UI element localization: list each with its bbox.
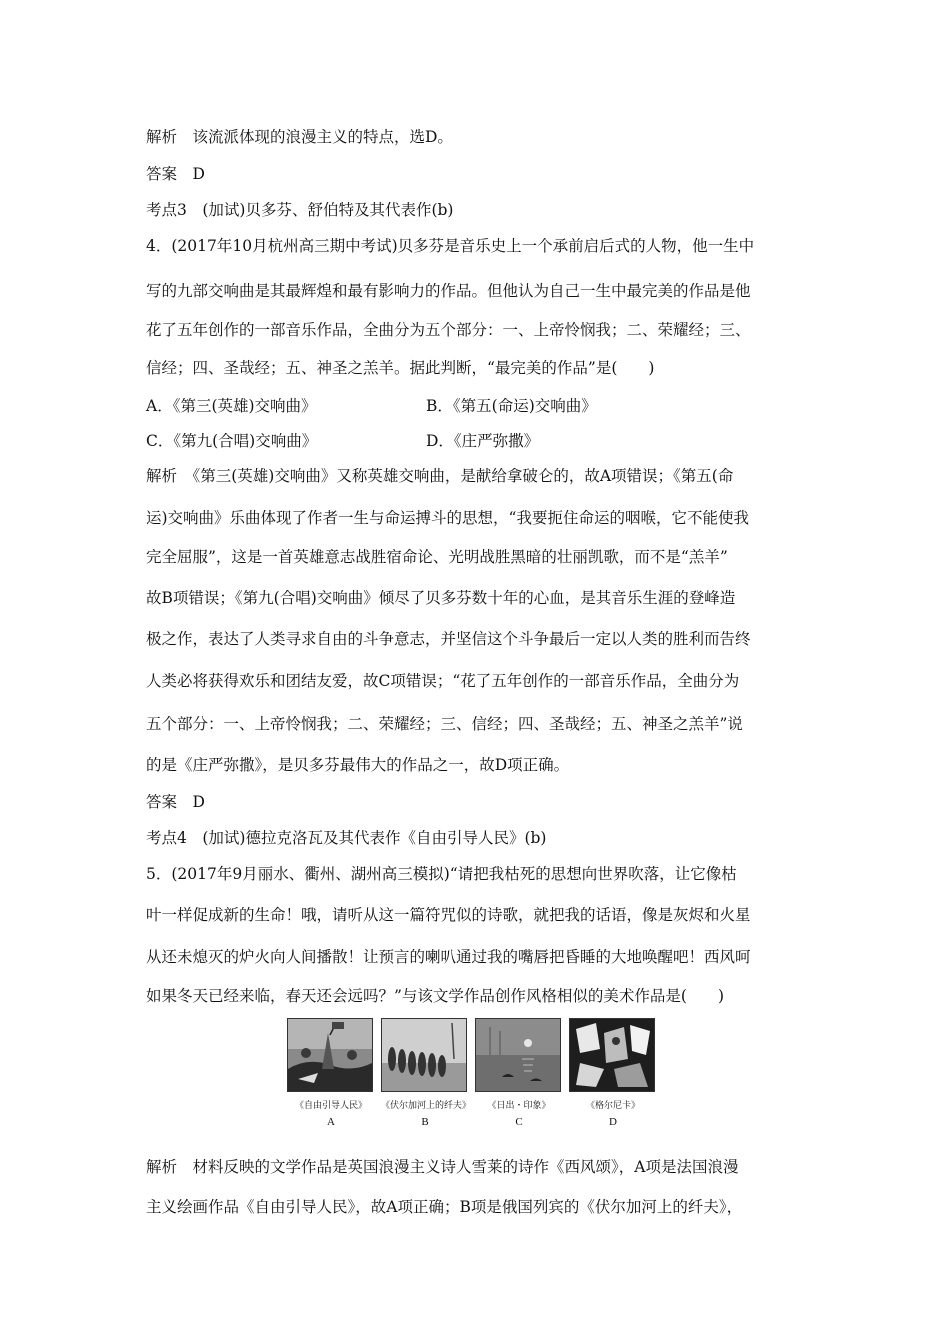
analysis-line: 主义绘画作品《自由引导人民》，故A项正确；B项是俄国列宾的《伏尔加河上的纤夫》， <box>146 1198 743 1216</box>
painting-figures <box>287 1018 667 1133</box>
figure-label: A <box>327 1116 335 1128</box>
analysis-line: 运)交响曲》乐曲体现了作者一生与命运搏斗的思想，“我要扼住命运的咽喉，它不能使我 <box>146 509 749 527</box>
analysis-line: 解析 《第三(英雄)交响曲》又称英雄交响曲，是献给拿破仑的，故A项错误；《第五(命 <box>146 467 734 485</box>
analysis-line: 解析 材料反映的文学作品是英国浪漫主义诗人雪莱的诗作《西风颂》，A项是法国浪漫 <box>146 1158 739 1176</box>
analysis-line: 故B项错误；《第九(合唱)交响曲》倾尽了贝多芬数十年的心血，是其音乐生涯的登峰造 <box>146 589 736 607</box>
question-line: 信经；四、圣哉经；五、神圣之羔羊。据此判断，“最完美的作品”是( ) <box>146 359 655 377</box>
figure-b <box>381 1018 472 1128</box>
analysis-line: 极之作，表达了人类寻求自由的斗争意志，并坚信这个斗争最后一定以人类的胜利而告终 <box>146 630 751 648</box>
figure-label: B <box>421 1116 429 1128</box>
option-b: B．《第五(命运)交响曲》 <box>426 397 597 415</box>
question-line: 从还未熄灭的炉火向人间播散！让预言的喇叭通过我的嘴唇把昏睡的大地唤醒吧！西风呵 <box>146 948 751 966</box>
question-line: 5．(2017年9月丽水、衢州、湖州高三模拟)“请把我枯死的思想向世界吹落，让它像枯 <box>146 865 737 883</box>
figure-caption: 《伏尔加河上的纤夫》 <box>381 1101 472 1111</box>
figure-label: C <box>515 1116 523 1128</box>
analysis-line: 的是《庄严弥撒》，是贝多芬最伟大的作品之一，故D项正确。 <box>146 756 570 774</box>
option-a: A．《第三(英雄)交响曲》 <box>146 397 317 415</box>
question-line: 叶一样促成新的生命！哦，请听从这一篇符咒似的诗歌，就把我的话语，像是灰烬和火星 <box>146 906 751 924</box>
painting-impression-sunrise-icon <box>475 1018 561 1092</box>
answer-line: 答案 D <box>146 165 205 183</box>
figure-d <box>569 1018 657 1128</box>
option-c: C．《第九(合唱)交响曲》 <box>146 432 318 450</box>
painting-guernica-icon <box>569 1018 655 1092</box>
analysis-line: 人类必将获得欢乐和团结友爱，故C项错误；“花了五年创作的一部音乐作品，全曲分为 <box>146 672 740 690</box>
analysis-line: 解析 该流派体现的浪漫主义的特点，选D。 <box>146 128 453 146</box>
figure-c <box>475 1018 563 1128</box>
answer-line: 答案 D <box>146 793 205 811</box>
painting-barge-haulers-icon <box>381 1018 467 1092</box>
topic-heading: 考点4 (加试)德拉克洛瓦及其代表作《自由引导人民》(b) <box>146 829 547 847</box>
figure-caption: 《自由引导人民》 <box>294 1101 367 1111</box>
figure-label: D <box>609 1116 617 1128</box>
analysis-line: 完全屈服”，这是一首英雄意志战胜宿命论、光明战胜黑暗的壮丽凯歌，而不是“羔羊” <box>146 548 728 566</box>
painting-liberty-leading-icon <box>287 1018 373 1092</box>
question-line: 如果冬天已经来临，春天还会远吗？”与该文学作品创作风格相似的美术作品是( ) <box>146 987 725 1005</box>
figure-caption: 《日出・印象》 <box>487 1101 551 1111</box>
figure-a <box>287 1018 375 1128</box>
question-line: 写的九部交响曲是其最辉煌和最有影响力的作品。但他认为自己一生中最完美的作品是他 <box>146 282 751 300</box>
option-d: D．《庄严弥撒》 <box>426 432 540 450</box>
topic-heading: 考点3 (加试)贝多芬、舒伯特及其代表作(b) <box>146 201 454 219</box>
figure-caption: 《格尔尼卡》 <box>585 1101 640 1111</box>
analysis-line: 五个部分：一、上帝怜悯我；二、荣耀经；三、信经；四、圣哉经；五、神圣之羔羊”说 <box>146 715 743 733</box>
question-line: 花了五年创作的一部音乐作品，全曲分为五个部分：一、上帝怜悯我；二、荣耀经；三、 <box>146 321 751 339</box>
question-line: 4．(2017年10月杭州高三期中考试)贝多芬是音乐史上一个承前启后式的人物，他一生中 <box>146 237 755 255</box>
